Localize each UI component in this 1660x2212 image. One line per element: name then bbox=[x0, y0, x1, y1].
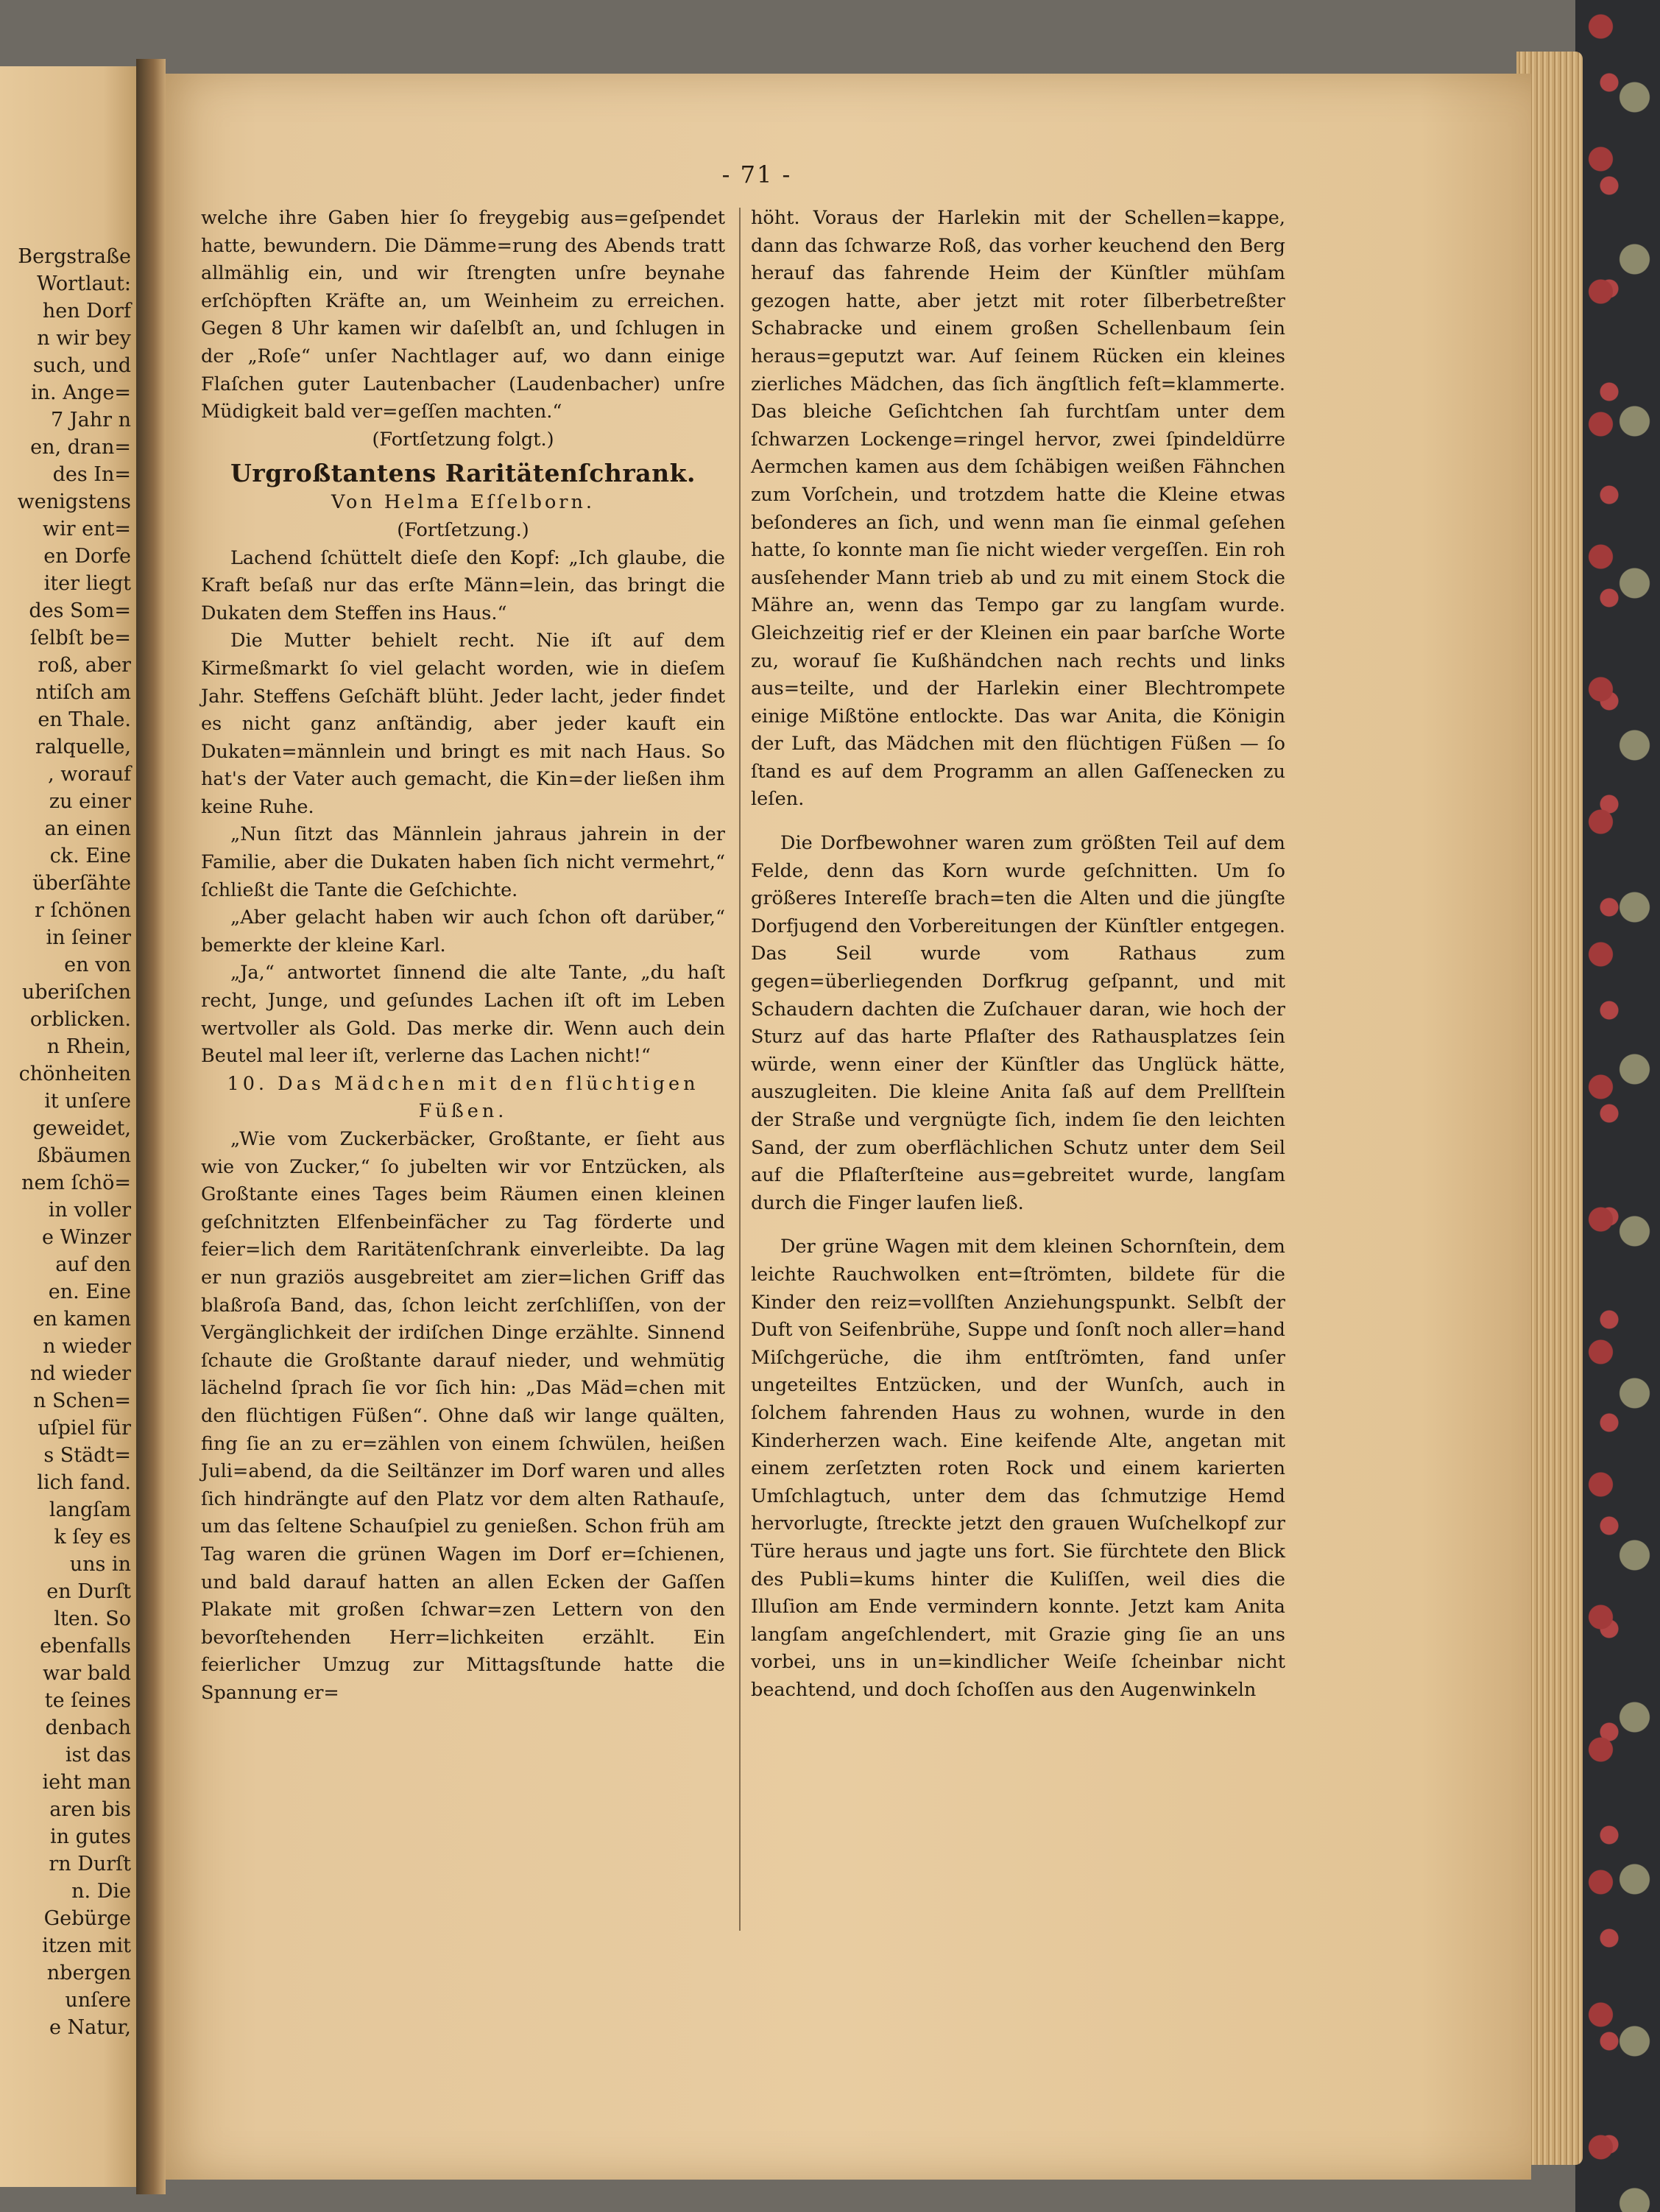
paragraph: Der grüne Wagen mit dem kleinen Schornſtein, dem leichte Rauchwolken ent=ſtrömten, bildete für die Kinder den reiz=vollſten Anziehungspunkt. Selbſt der Duft von Seifenbrühe, Suppe und ſonſt noch aller=hand Miſchgerüche, die ihm entſtrömten, fand unſer ungeteiltes Entzücken, und der Wunſch, auch in ſolchem fahrenden Haus zu wohnen, wurde in den Kinderherzen wach. Eine keifende Alte, angetan mit einem zerſetzten roten Rock und einem karierten Umſchlagtuch, unter dem das ſchmutzige Hemd hervorlugte, ſtreckte jetzt den grauen Wuſchelkopf zur Türe heraus und jagte uns fort. Sie fürchtete den Blick des Publi=kums hinter die Kuliſſen, weil dies die Illuſion am Ende vermindern konnte. Jetzt kam Anita langſam angeſchlendert, mit Grazie ging ſie an uns vorbei, uns in un=kindlicher Weiſe ſcheinbar nicht beachtend, und doch ſchoſſen aus den Augenwinkeln bbox=[751, 1236, 1285, 1701]
paragraph: welche ihre Gaben hier ſo freygebig aus=geſpendet hatte, bewundern. Die Dämme=rung des Abends tratt allmählig ein, und wir ſtrengten unſre beynahe erſchöpften Kräfte an, um Weinheim zu erreichen. Gegen 8 Uhr kamen wir daſelbſt an, und ſchlugen in der „Roſe“ unſer Nachtlager auf, wo dann einige Flaſchen guter Lautenbacher (Laudenbacher) unſre Müdigkeit bald ver=geſſen machten.“ bbox=[201, 207, 725, 423]
left-fragment-line: nbergen bbox=[46, 1962, 131, 1984]
left-fragment-line: roß, aber bbox=[38, 654, 131, 677]
left-fragment-line: an einen bbox=[44, 817, 131, 840]
left-fragment-line: nd wieder bbox=[29, 1362, 131, 1385]
left-fragment-line: en von bbox=[64, 954, 131, 976]
left-fragment-line: en kamen bbox=[32, 1308, 131, 1331]
left-fragment-line: k ſey es bbox=[54, 1526, 131, 1549]
left-fragment-line: itzen mit bbox=[42, 1934, 131, 1957]
left-page bbox=[0, 66, 147, 2187]
continued-note: (Fortſetzung folgt.) bbox=[372, 428, 554, 451]
marbled-cover-edge bbox=[1575, 0, 1660, 2212]
left-fragment-line: ſelbſt be= bbox=[29, 627, 131, 649]
left-fragment-line: lich fand. bbox=[37, 1471, 131, 1494]
left-fragment-line: n wieder bbox=[43, 1335, 131, 1358]
left-fragment-line: in gutes bbox=[50, 1825, 131, 1848]
left-fragment-line: hen Dorf bbox=[42, 300, 131, 323]
paragraph: Die Mutter behielt recht. Nie iſt auf dem Kirmeßmarkt ſo viel gelacht worden, wie in dieſem Jahr. Steffens Geſchäft blüht. Jeder lacht, jeder findet es nicht ganz anſtändig, aber jeder kauft ein Dukaten=männlein und bringt es mit nach Haus. So hat's der Vater auch gemacht, die Kin=der ließen ihm keine Ruhe. bbox=[201, 630, 725, 818]
paragraph-gap bbox=[751, 814, 1285, 830]
paragraph: höht. Voraus der Harlekin mit der Schellen=kappe, dann das ſchwarze Roß, das vorher keuchend den Berg herauf das fahrende Heim der Künſtler mühſam gezogen hatte, aber jetzt mit roter ſilberbetreßter Schabracke und einem großen Schellenbaum ſein heraus=geputzt war. Auf ſeinem Rücken ein kleines zierliches Mädchen, das ſich ängſtlich feſt=klammerte. Das bleiche Geſichtchen ſah furchtſam unter dem ſchwarzen Lockenge=ringel hervor, zwei ſpindeldürre Aermchen kamen aus dem ſchäbigen weißen Fähnchen zum Vorſchein, und trotzdem hatte die Kleine etwas beſonderes an ſich, und wenn man ſie einmal geſehen hatte, ſo konnte man ſie nicht wieder vergeſſen. Ein roh ausſehender Mann trieb ab und zu mit einem Stock die Mähre an, wenn das Tempo gar zu langſam wurde. Gleichzeitig rief er der Kleinen ein paar barſche Worte zu, worauf ſie Kußhändchen nach rechts und links aus=teilte, und der Harlekin einer Blechtrompete einige Mißtöne entlockte. Das war Anita, die Königin der Luft, das Mädchen mit den flüchtigen Füßen — ſo ſtand es auf dem Programm an allen Gaſſenecken zu leſen. bbox=[751, 207, 1285, 811]
left-fragment-line: nem ſchö= bbox=[21, 1172, 131, 1194]
left-fragment-line: Bergstraße bbox=[18, 245, 131, 268]
continuation-mark: (Fortſetzung.) bbox=[397, 518, 529, 541]
paragraph: Die Dorfbewohner waren zum größten Teil auf dem Felde, denn das Korn wurde geſchnitten. Um ſo größeres Intereſſe brach=ten die Alten und die jüngſte Dorfjugend den Vorbereitungen der Künſtler entgegen. Das Seil wurde vom Rathaus zum gegen=überliegenden Dorfkrug geſpannt, und mit Schaudern dachten die Zuſchauer daran, wie hoch der Sturz auf das harte Pflaſter des Rathausplatzes ſein würde, wenn einer der Künſtler das Unglück hätte, auszugleiten. Die kleine Anita ſaß auf dem Prellſtein der Straße und vergnügte ſich, indem ſie den leichten Sand, der zum oberflächlichen Schutz unter dem Seil auf die Pflaſterſteine aus=gebreitet wurde, langſam durch die Finger laufen ließ. bbox=[751, 832, 1285, 1214]
paragraph: „Aber gelacht haben wir auch ſchon oft darüber,“ bemerkte der kleine Karl. bbox=[201, 906, 725, 957]
left-fragment-line: n Rhein, bbox=[46, 1035, 131, 1058]
left-fragment-line: e Natur, bbox=[49, 2016, 131, 2039]
chapter-heading: 10. Das Mädchen mit den flüchtigen Füßen. bbox=[227, 1072, 699, 1123]
left-fragment-line: en Thale. bbox=[38, 708, 131, 731]
left-fragment-line: ntiſch am bbox=[35, 681, 131, 704]
left-fragment-line: ist das bbox=[65, 1744, 131, 1767]
left-fragment-line: denbach bbox=[45, 1716, 131, 1739]
left-fragment-line: überſähte bbox=[32, 872, 131, 895]
left-fragment-line: ßbäumen bbox=[37, 1144, 131, 1167]
left-fragment-line: en Dorfe bbox=[43, 545, 131, 568]
left-fragment-line: en, dran= bbox=[30, 436, 131, 459]
book-gutter bbox=[136, 59, 166, 2194]
left-page-text-fragments bbox=[0, 243, 131, 2041]
left-fragment-line: geweidet, bbox=[32, 1117, 131, 1140]
left-fragment-line: war bald bbox=[43, 1662, 131, 1685]
article-title: Urgroßtantens Raritätenſchrank. bbox=[230, 459, 696, 488]
paragraph-gap bbox=[751, 1217, 1285, 1233]
left-fragment-line: ck. Eine bbox=[49, 845, 131, 867]
left-fragment-line: e Winzer bbox=[42, 1226, 131, 1249]
left-fragment-line: unſere bbox=[65, 1989, 131, 2012]
left-fragment-line: in ſeiner bbox=[46, 926, 131, 949]
paragraph: „Wie vom Zuckerbäcker, Großtante, er ſieht aus wie von Zucker,“ ſo jubelten wir vor Entzücken, als Großtante eines Tages beim Räumen einen kleinen geſchnitzten Elfenbeinfächer zu Tag förderte und feier=lich dem Raritätenſchrank einverleibte. Da lag er nun graziös ausgebreitet am zier=lichen Griff das blaßroſa Band, das, ſchon leicht zerſchliſſen, von der Vergänglichkeit der irdiſchen Dinge erzählte. Sinnend ſchaute die Großtante darauf nieder, und wehmütig lächelnd ſprach ſie vor ſich hin: „Das Mäd=chen mit den flüchtigen Füßen“. Ohne daß wir lange quälten, fing ſie an zu er=zählen von einem ſchwülen, heißen Juli=abend, da die Seiltänzer im Dorf waren und alles ſich hindrängte auf den Platz vor dem alten Rathauſe, um das ſeltene Schauſpiel zu genießen. Schon früh am Tag waren die grünen Wagen im Dorf er=ſchienen, und bald darauf hatten an allen Ecken der Gaſſen Plakate mit großen ſchwar=zen Lettern von den bevorſtehenden Herr=lichkeiten erzählt. Ein feierlicher Umzug zur Mittagsſtunde hatte die Spannung er= bbox=[201, 1128, 725, 1704]
left-fragment-line: en. Eine bbox=[48, 1281, 131, 1303]
left-fragment-line: wir ent= bbox=[42, 518, 131, 540]
paragraph: „Nun ſitzt das Männlein jahraus jahrein in der Familie, aber die Dukaten haben ſich nicht vermehrt,“ ſchließt die Tante die Geſchichte. bbox=[201, 823, 725, 901]
left-fragment-line: ieht man bbox=[42, 1771, 131, 1794]
left-fragment-line: uns in bbox=[69, 1553, 131, 1576]
left-fragment-line: uberiſchen bbox=[21, 981, 131, 1004]
left-fragment-line: s Städt= bbox=[43, 1444, 131, 1467]
column-divider bbox=[739, 208, 741, 1931]
paragraph: „Ja,“ antwortet ſinnend die alte Tante, „du haſt recht, Junge, und geſundes Lachen iſt oft im Leben wertvoller als Gold. Das merke dir. Wenn auch dein Beutel mal leer iſt, verlerne das Lachen nicht!“ bbox=[201, 962, 725, 1068]
left-fragment-line: ralquelle, bbox=[35, 736, 131, 758]
left-fragment-line: lten. So bbox=[54, 1607, 131, 1630]
left-fragment-line: iter liegt bbox=[43, 572, 131, 595]
column-left bbox=[201, 205, 725, 1707]
left-fragment-line: auf den bbox=[55, 1253, 131, 1276]
page-number: - 71 - bbox=[721, 161, 792, 189]
left-fragment-line: it unſere bbox=[44, 1090, 131, 1113]
left-fragment-line: langſam bbox=[49, 1498, 131, 1521]
left-fragment-line: orblicken. bbox=[29, 1008, 131, 1031]
left-fragment-line: r ſchönen bbox=[34, 899, 131, 922]
left-fragment-line: in voller bbox=[48, 1199, 131, 1222]
left-fragment-line: rn Durſt bbox=[49, 1853, 131, 1875]
left-fragment-line: te ſeines bbox=[44, 1689, 131, 1712]
byline: Von Helma Eſſelborn. bbox=[331, 491, 596, 514]
left-fragment-line: aren bis bbox=[49, 1798, 131, 1821]
left-fragment-line: , worauf bbox=[48, 763, 131, 786]
left-fragment-line: zu einer bbox=[49, 790, 131, 813]
left-fragment-line: wenigstens bbox=[17, 490, 131, 513]
left-fragment-line: ebenfalls bbox=[40, 1635, 131, 1658]
left-fragment-line: n Schen= bbox=[33, 1389, 131, 1412]
left-fragment-line: n wir bey bbox=[37, 327, 131, 350]
left-fragment-line: en Durſt bbox=[46, 1580, 131, 1603]
left-fragment-line: uſpiel für bbox=[38, 1417, 131, 1440]
left-fragment-line: in. Ange= bbox=[31, 381, 131, 404]
column-right bbox=[751, 205, 1285, 1704]
left-fragment-line: such, und bbox=[33, 354, 131, 377]
left-fragment-line: 7 Jahr n bbox=[51, 409, 131, 432]
left-fragment-line: chönheiten bbox=[18, 1063, 131, 1085]
left-fragment-line: n. Die bbox=[71, 1880, 131, 1903]
left-fragment-line: Wortlaut: bbox=[37, 272, 131, 295]
paragraph: Lachend ſchüttelt dieſe den Kopf: „Ich glaube, die Kraft beſaß nur das erſte Männ=lein, das bringt die Dukaten dem Steffen ins Haus.“ bbox=[201, 546, 725, 624]
left-fragment-line: des Som= bbox=[29, 599, 131, 622]
left-fragment-line: Gebürge bbox=[43, 1907, 131, 1930]
left-fragment-line: des In= bbox=[52, 463, 131, 486]
